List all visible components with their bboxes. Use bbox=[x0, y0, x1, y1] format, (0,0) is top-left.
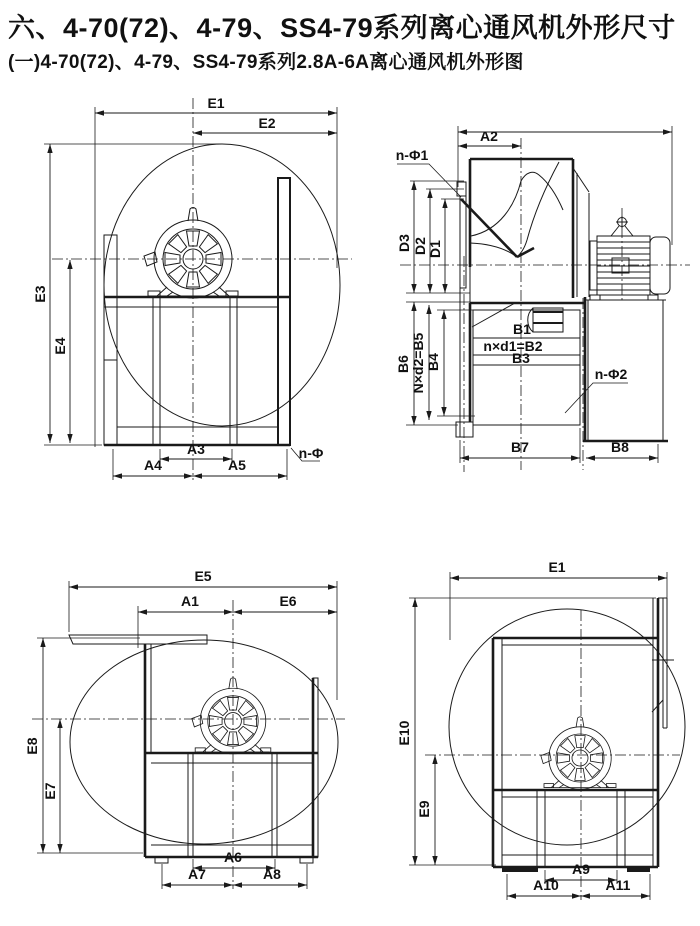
motor-side-view bbox=[586, 216, 670, 300]
drawing-front-view-bottom-right bbox=[396, 559, 685, 900]
dim-label-a5: A5 bbox=[228, 457, 246, 473]
dim-label-e9: E9 bbox=[416, 800, 432, 818]
dim-label-a4: A4 bbox=[144, 457, 162, 473]
scroll-casing-circle bbox=[449, 609, 685, 845]
dim-label-d1: D1 bbox=[427, 240, 443, 258]
d3-structure bbox=[32, 600, 345, 889]
dim-label-b6: B6 bbox=[395, 355, 411, 373]
dim-label-a9: A9 bbox=[572, 861, 590, 877]
drawing-side-view-top-right bbox=[395, 126, 690, 472]
dim-label-a3: A3 bbox=[187, 441, 205, 457]
dim-label-e8: E8 bbox=[24, 737, 40, 755]
dim-label-a11: A11 bbox=[605, 877, 631, 893]
dim-label-b5: N×d2=B5 bbox=[410, 332, 426, 394]
dim-label-e10: E10 bbox=[396, 720, 412, 746]
d4-structure bbox=[425, 598, 685, 900]
drawing-front-view-top-left bbox=[32, 95, 352, 480]
base-foot bbox=[627, 867, 650, 872]
base-foot bbox=[502, 867, 538, 872]
dim-label-b8: B8 bbox=[611, 439, 629, 455]
dim-label-b3: B3 bbox=[512, 350, 530, 366]
dim-label-a6: A6 bbox=[224, 849, 242, 865]
dim-label-a7: A7 bbox=[188, 866, 206, 882]
drawing-front-view-bottom-left bbox=[24, 568, 345, 889]
dim-label-e7: E7 bbox=[42, 782, 58, 800]
dim-label-a1: A1 bbox=[181, 593, 199, 609]
outlet-flange bbox=[652, 598, 674, 728]
support-foot bbox=[456, 422, 473, 437]
dim-label-n-phi2: n-Φ2 bbox=[594, 366, 628, 382]
dim-label-a8: A8 bbox=[263, 866, 281, 882]
dim-label-e1: E1 bbox=[207, 95, 225, 111]
dim-label-e3: E3 bbox=[32, 285, 48, 303]
d4-dimensions bbox=[396, 559, 667, 900]
dim-label-b4: B4 bbox=[425, 353, 441, 371]
dim-label-n-phi1: n-Φ1 bbox=[395, 147, 429, 163]
dim-label-a10: A10 bbox=[533, 877, 559, 893]
d1-structure bbox=[52, 98, 352, 480]
page-subtitle: (一)4-70(72)、4-79、SS4-79系列2.8A-6A离心通风机外形图 bbox=[8, 52, 524, 73]
dim-label-d3: D3 bbox=[396, 234, 412, 252]
dim-label-e1: E1 bbox=[548, 559, 566, 575]
dim-label-b7: B7 bbox=[511, 439, 529, 455]
dim-label-n-phi: n-Φ bbox=[298, 445, 324, 461]
dim-label-e6: E6 bbox=[279, 593, 297, 609]
dim-label-d2: D2 bbox=[412, 237, 428, 255]
dim-label-e5: E5 bbox=[194, 568, 212, 584]
d2-structure bbox=[400, 138, 690, 472]
dim-label-e2: E2 bbox=[258, 115, 276, 131]
dim-label-e4: E4 bbox=[52, 337, 68, 355]
scroll-casing-circle bbox=[70, 640, 338, 844]
dim-label-a2: A2 bbox=[480, 128, 498, 144]
left-side-plate bbox=[104, 235, 117, 445]
dim-label-b2: n×d1=B2 bbox=[483, 338, 543, 354]
page-title: 六、4-70(72)、4-79、SS4-79系列离心通风机外形尺寸 bbox=[8, 13, 676, 43]
dim-label-b1: B1 bbox=[513, 321, 531, 337]
